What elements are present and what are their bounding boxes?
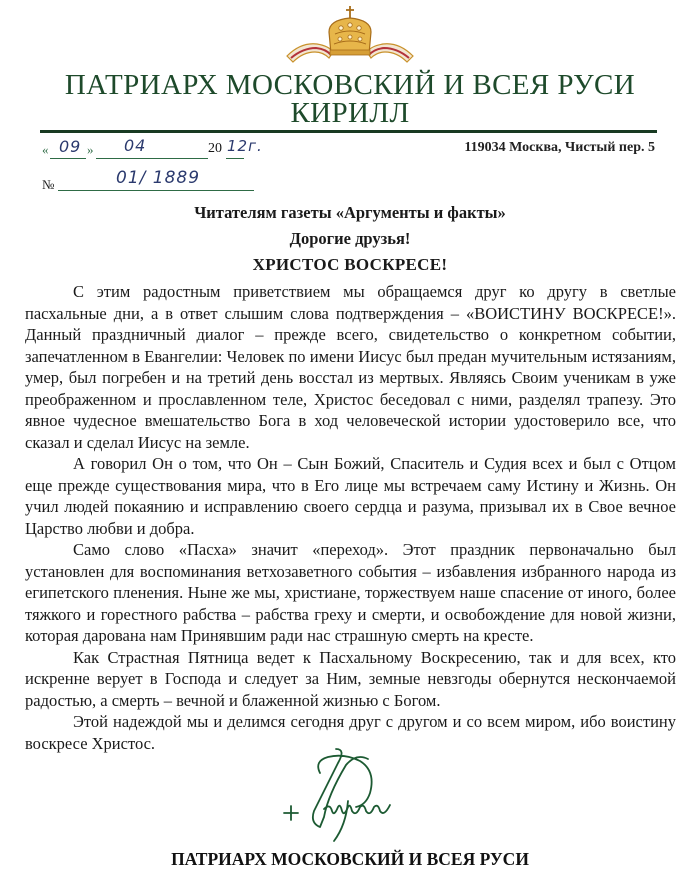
handwritten-signature xyxy=(276,745,416,845)
paragraph: Этой надеждой мы и делимся сегодня друг с другом и со всем миром, ибо воистину воскресе Христос. xyxy=(25,712,676,753)
address: 119034 Москва, Чистый пер. 5 xyxy=(464,140,655,155)
signatory-title: ПАТРИАРХ МОСКОВСКИЙ И ВСЕЯ РУСИ xyxy=(171,849,529,869)
crown xyxy=(329,6,371,55)
paragraph: Как Страстная Пятница ведет к Пасхальному Воскресению, так и для всех, кто искренне верует в Господа и следует за Ним, земные невзгоды обернутся нескончаемой радостью, а смерть – вечной и блаженной жизнью с Богом. xyxy=(25,647,676,710)
signature-cross xyxy=(284,806,298,820)
signature-stroke-main xyxy=(313,749,372,827)
greeting-heading: Дорогие друзья! xyxy=(289,229,411,248)
letter-body xyxy=(25,281,676,754)
number-label: № xyxy=(42,177,55,192)
ribbon-left xyxy=(287,44,333,62)
date-month-line xyxy=(96,158,208,159)
date-day-line xyxy=(50,158,86,159)
paragraph: С этим радостным приветствием мы обращаемся друг ко другу в светлые пасхальные дни, а в ответ слышим слова подтверждения – «ВОИСТИНУ ВОСКРЕСЕ!». Данный праздничный диалог – прежде всего, свидетельство о конкретном событии, запечатленном в Евангелии: Человек по имени Иисус был предан мучительным истязаниям, умер, был погребен и на третий день восстал из мертвых. Являясь Своим ученикам в уже преображенном и прославленном теле, Христос беседовал с ними, разделял трапезу. Это явное чудесное вмешательство Бога в ход человеческой истории удостоверило все, что сказал и сделал Иисус на земле. xyxy=(25,282,676,452)
paragraph: Само слово «Пасха» значит «переход». Этот праздник первоначально был установлен для воспоминания ветхозаветного события – избавления избранного народа из египетского пленения. Ныне же мы, христиане, торжествуем наше спасение от иного, более тяжкого и горестного рабства – рабства греху и смерти, и освобождение для новой жизни, которая дарована нам Принявшим ради нас страшную смерть на кресте. xyxy=(25,540,676,645)
date-year-line xyxy=(226,158,244,159)
number-line xyxy=(58,190,254,191)
letterhead-title: ПАТРИАРХ МОСКОВСКИЙ И ВСЕЯ РУСИ xyxy=(64,69,636,101)
document-number: 01/ 1889 xyxy=(116,168,201,188)
ribbon-right xyxy=(367,44,413,62)
patriarch-crown-emblem xyxy=(279,4,421,66)
date-year-prefix: 20 xyxy=(208,141,222,156)
date-open-quote: « xyxy=(42,142,49,157)
paragraph: А говорил Он о том, что Он – Сын Божий, Спаситель и Судия всех и был с Отцом еще прежде существования мира, что в Его лице мы встречаем саму Истину и Жизнь. Он учил людей покаянию и исправлению своего сердца и разума, призывал их в Свое вечное Царство любви и добра. xyxy=(25,454,676,538)
date-month: 04 xyxy=(124,136,147,155)
date-day: 09 xyxy=(59,137,82,156)
letterhead-rule xyxy=(40,130,657,133)
date-close-quote: » xyxy=(87,142,94,157)
letterhead-name: КИРИЛЛ xyxy=(290,97,410,129)
easter-exclamation: ХРИСТОС ВОСКРЕСЕ! xyxy=(252,255,448,274)
recipient-heading: Читателям газеты «Аргументы и факты» xyxy=(194,203,506,222)
date-year-suffix: 12г. xyxy=(227,137,263,155)
